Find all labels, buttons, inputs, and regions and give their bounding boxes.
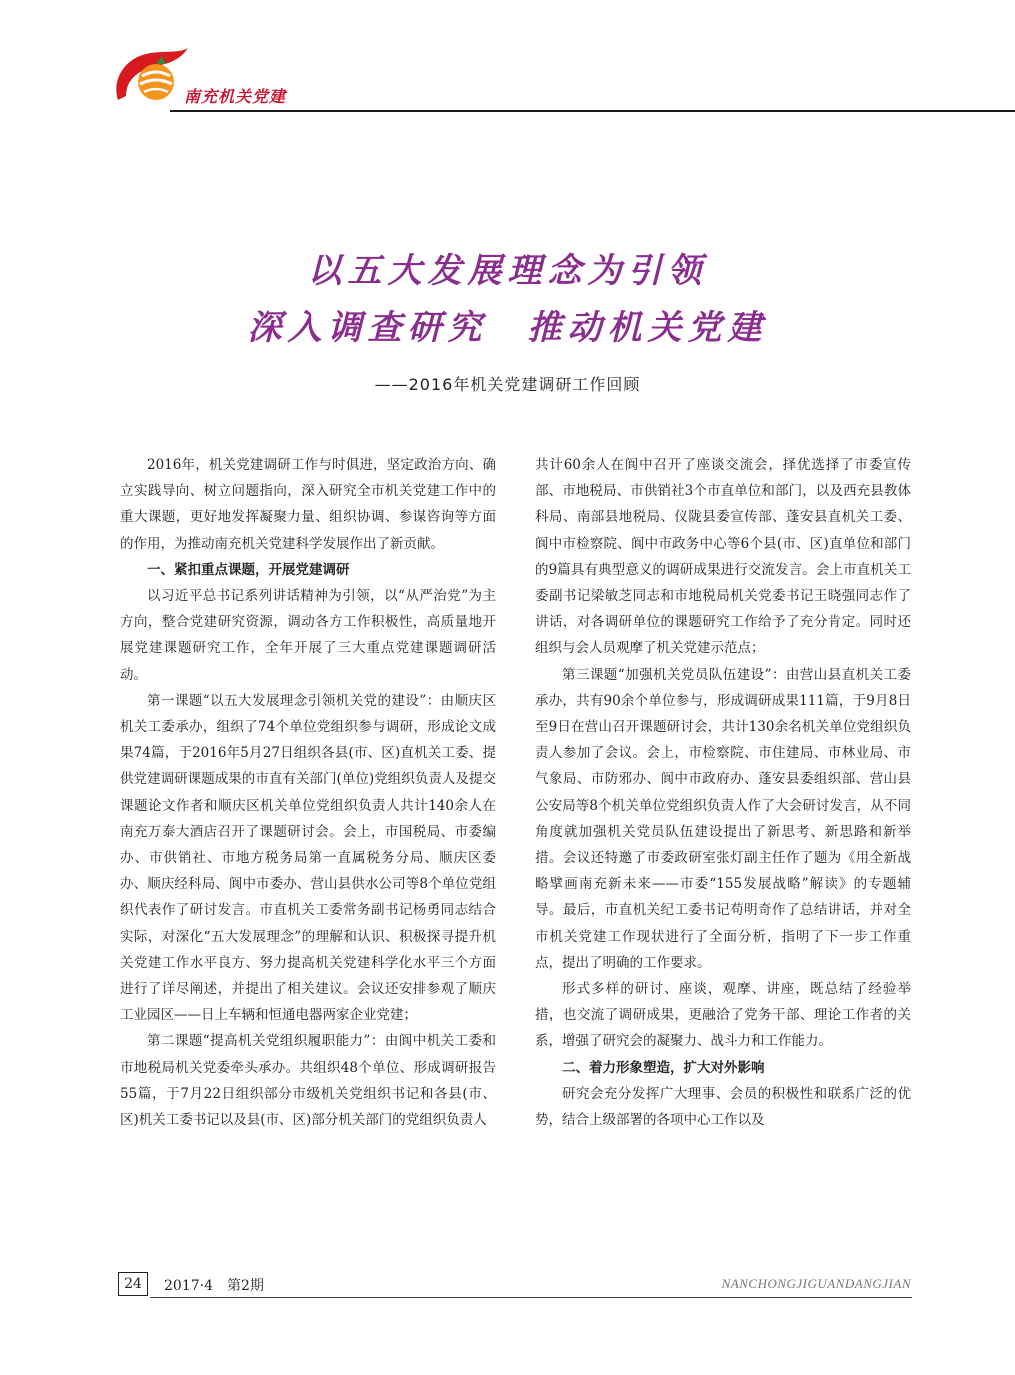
nanchong-logo-icon	[112, 42, 192, 114]
paragraph: 第一课题“以五大发展理念引领机关党的建设”：由顺庆区机关工委承办，组织了74个单位党组织参与调研，形成论文成果74篇，于2016年5月27日组织各县(市、区)直机关工委、提供党建调研课题成果的市直有关部门(单位)党组织负责人及提交课题论文作者和顺庆区机关单位党组织负责人共计140余人在南充万泰大酒店召开了课题研讨会。会上，市国税局、市委编办、市供销社、市地方税务局第一直属税务分局、顺庆区委办、顺庆经科局、阆中市委办、营山县供水公司等8个单位党组织代表作了研讨发言。市直机关工委常务副书记杨勇同志结合实际，对深化“五大发展理念”的理解和认识、积极探寻提升机关党建工作水平良方、努力提高机关党建科学化水平三个方面进行了详尽阐述，并提出了相关建议。会议还安排参观了顺庆工业园区——日上车辆和恒通电器两家企业党建；	[120, 692, 496, 1024]
article-subtitle: ——2016年机关党建调研工作回顾	[374, 375, 641, 394]
paragraph: 研究会充分发挥广大理事、会员的积极性和联系广泛的优势，结合上级部署的各项中心工作以及	[535, 1085, 911, 1129]
paragraph: 第三课题“加强机关党员队伍建设”：由营山县直机关工委承办，共有90余个单位参与，形成调研成果111篇，于9月8日至9日在营山召开课题研讨会，共计130余名机关单位党组织负责人参加了会议。会上，市检察院、市住建局、市林业局、市气象局、市防邪办、阆中市政府办、蓬安县委组织部、营山县公安局等8个机关单位党组织负责人作了大会研讨发言，从不同角度就加强机关党员队伍建设提出了新思考、新思路和新举措。会议还特邀了市委政研室张灯副主任作了题为《用全新战略擘画南充新未来——市委“155发展战略”解读》的专题辅导。最后，市直机关纪工委书记苟明奇作了总结讲话，并对全市机关党建工作现状进行了全面分析，指明了下一步工作重点，提出了明确的工作要求。	[535, 666, 911, 971]
header-divider	[170, 110, 1015, 112]
page-number: 24	[118, 1272, 148, 1296]
magazine-pinyin-name: NANCHONGJIGUANDANGJIAN	[721, 1276, 911, 1291]
footer-divider	[150, 1297, 912, 1298]
section-heading: 二、着力形象塑造，扩大对外影响	[562, 1059, 765, 1076]
section-heading: 一、紧扣重点课题，开展党建调研	[147, 561, 350, 578]
paragraph: 以习近平总书记系列讲话精神为引领，以“从严治党”为主方向，整合党建研究资源，调动各方工作积极性，高质量地开展党建课题研究工作，全年开展了三大重点党建课题调研活动。	[120, 588, 496, 683]
article-title-line2: 深入调查研究 推动机关党建	[247, 308, 768, 348]
brand-name: 南充机关党建	[184, 87, 287, 106]
paragraph: 第二课题“提高机关党组织履职能力”：由阆中机关工委和市地税局机关党委牵头承办。共组织48个单位、形成调研报告55篇，于7月22日组织部分市级机关党组织书记和各县(市、区)机关工委书记以及县(市、区)部分机关部门的党组织负责人	[120, 1033, 496, 1129]
paragraph-continued: 共计60余人在阆中召开了座谈交流会，择优选择了市委宣传部、市地税局、市供销社3个市直单位和部门，以及西充县教体科局、南部县地税局、仪陇县委宣传部、蓬安县直机关工委、阆中市检察院、阆中市政务中心等6个县(市、区)直单位和部门的9篇具有典型意义的调研成果进行交流发言。会上市直机关工委副书记梁敏芝同志和市地税局机关党委书记王晓强同志作了讲话，对各调研单位的课题研究工作给予了充分肯定。同时还组织与会人员观摩了机关党建示范点；	[535, 457, 911, 657]
article-title-line1: 以五大发展理念为引领	[307, 251, 708, 291]
paragraph: 2016年，机关党建调研工作与时俱进，坚定政治方向、确立实践导向、树立问题指向，深入研究全市机关党建工作中的重大课题，更好地发挥凝聚力量、组织协调、参谋咨询等方面的作用，为推动南充机关党建科学发展作出了新贡献。	[120, 457, 496, 552]
right-column	[535, 452, 911, 1133]
issue-label: 2017·4 第2期	[164, 1278, 264, 1294]
paragraph: 形式多样的研讨、座谈，观摩、讲座，既总结了经验举措，也交流了调研成果，更融洽了党务干部、理论工作者的关系，增强了研究会的凝聚力、战斗力和工作能力。	[535, 981, 911, 1050]
left-column	[120, 452, 496, 1133]
